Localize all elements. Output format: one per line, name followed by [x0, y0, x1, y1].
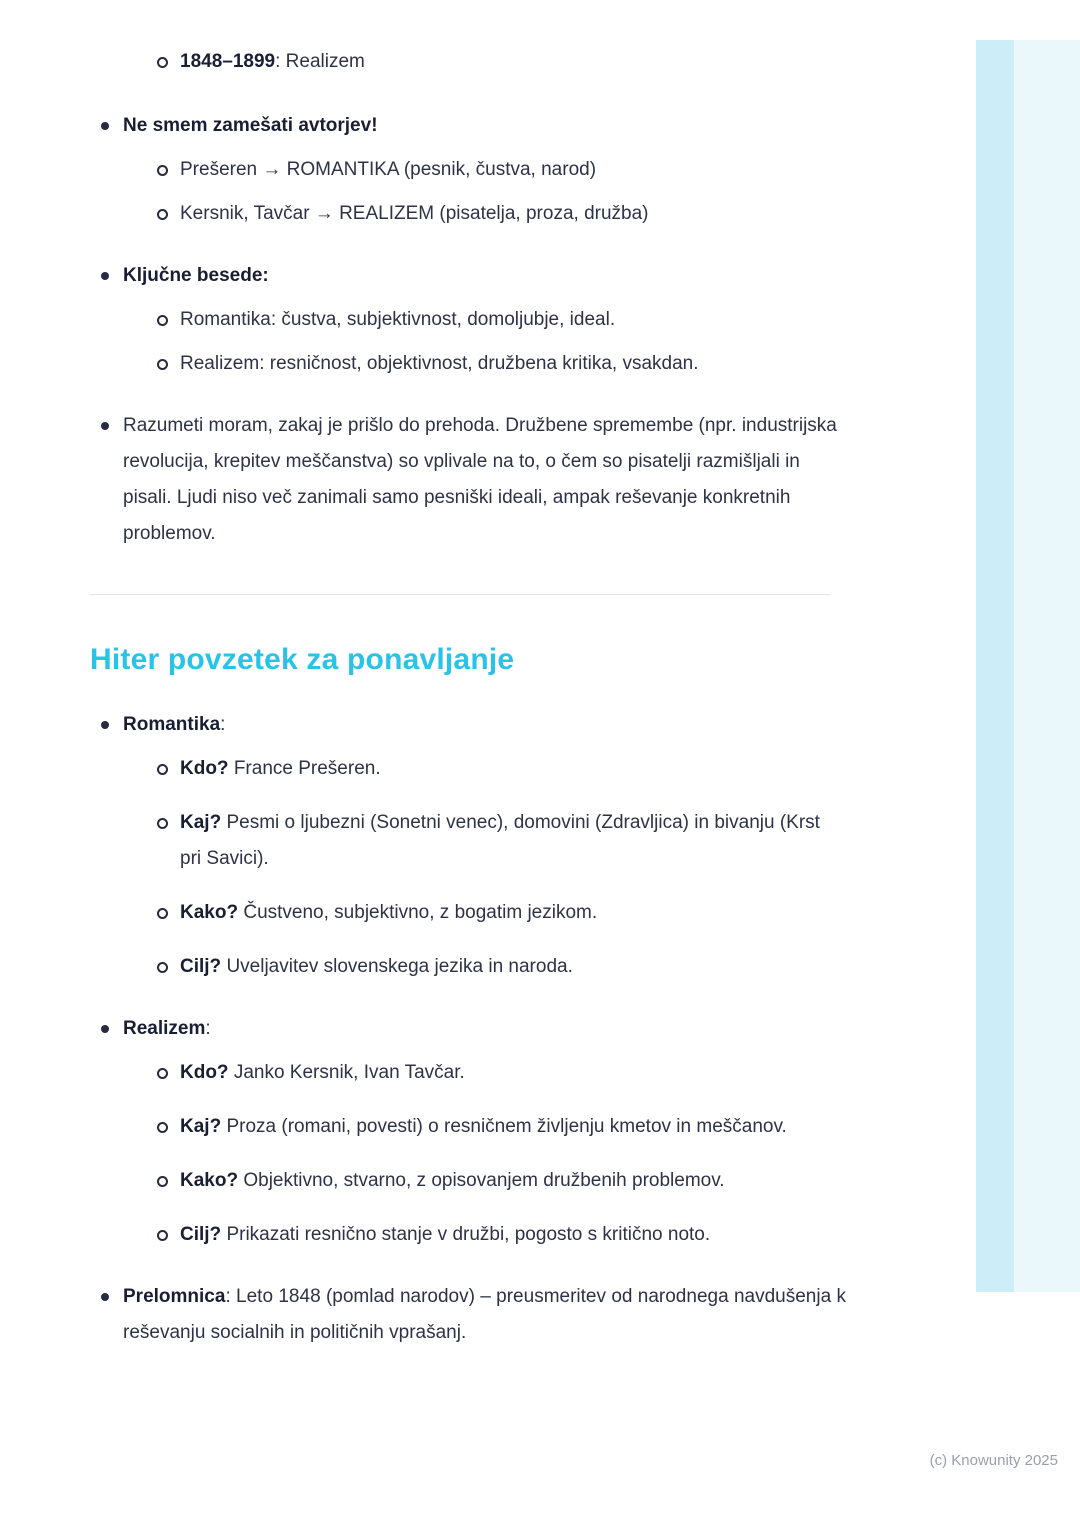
- list-item: [157, 152, 846, 188]
- item-text: Razumeti moram, zakaj je prišlo do prehoda. Družbene spremembe (npr. industrijska revolucija, krepitev meščanstva) so vplivale na to, o čem so pisatelji razmišljali in pisali. Ljudi niso več zanimali samo pesniški ideali, ampak reševanje konkretnih problemov.: [123, 415, 837, 544]
- summary-heading: Hiter povzetek za ponavljanje: [90, 643, 515, 676]
- item-text: Janko Kersnik, Ivan Tavčar.: [228, 1062, 465, 1083]
- list-item: [157, 751, 846, 787]
- item-bold-text: Kako?: [180, 902, 239, 923]
- item-text: :: [220, 714, 226, 735]
- item-bold-text: Kaj?: [180, 812, 222, 833]
- copyright-credit: (c) Knowunity 2025: [929, 1452, 1058, 1469]
- item-bold-text: Kdo?: [180, 1062, 229, 1083]
- list-item: [157, 44, 846, 80]
- list-item: [157, 196, 846, 232]
- item-text: :: [205, 1018, 211, 1039]
- sublist: [123, 152, 846, 232]
- item-text: Pesmi o ljubezni (Sonetni venec), domovini (Zdravljica) in bivanju (Krst pri Savici).: [180, 812, 820, 869]
- item-bold-text: Prelomnica: [123, 1286, 226, 1307]
- item-text: France Prešeren.: [228, 758, 381, 779]
- item-text: : Realizem: [275, 51, 365, 72]
- summary-list: [90, 707, 846, 1351]
- item-text: Objektivno, stvarno, z opisovanjem družbenih problemov.: [238, 1170, 725, 1191]
- list-item: [90, 108, 846, 232]
- list-item: [157, 805, 846, 877]
- item-bold-text: Cilj?: [180, 956, 222, 977]
- item-text: Prikazati resnično stanje v družbi, pogosto s kritično noto.: [221, 1224, 711, 1245]
- item-text: Realizem: resničnost, objektivnost, družbena kritika, vsakdan.: [180, 353, 699, 374]
- item-bold-text: Cilj?: [180, 1224, 222, 1245]
- list-item: [90, 707, 846, 985]
- list-item: [90, 1279, 846, 1351]
- item-bold-text: Ključne besede:: [123, 265, 269, 286]
- item-text: Proza (romani, povesti) o resničnem življenju kmetov in meščanov.: [221, 1116, 787, 1137]
- sublist: [123, 1055, 846, 1253]
- list-item: [157, 1109, 846, 1145]
- list-item: [157, 302, 846, 338]
- list-item: [157, 895, 846, 931]
- item-bold-text: Kaj?: [180, 1116, 222, 1137]
- item-text: Prešeren → ROMANTIKA (pesnik, čustva, narod): [180, 159, 597, 180]
- item-bold-text: Realizem: [123, 1018, 206, 1039]
- item-bold-text: Romantika: [123, 714, 221, 735]
- list-item: [90, 408, 846, 552]
- item-bold-text: Kako?: [180, 1170, 239, 1191]
- list-item: [90, 258, 846, 382]
- right-accent-stripe: [976, 40, 1014, 1292]
- sublist: [123, 751, 846, 985]
- item-text: Uveljavitev slovenskega jezika in naroda.: [221, 956, 573, 977]
- list-item: [157, 1163, 846, 1199]
- notes-list: [90, 108, 846, 552]
- list-item: [157, 346, 846, 382]
- item-text: Čustveno, subjektivno, z bogatim jezikom.: [238, 902, 598, 923]
- item-bold-text: Kdo?: [180, 758, 229, 779]
- item-text: : Leto 1848 (pomlad narodov) – preusmeritev od narodnega navdušenja k reševanju socialnih in političnih vprašanj.: [123, 1286, 846, 1343]
- item-bold-text: Ne smem zamešati avtorjev!: [123, 115, 378, 136]
- item-bold-text: 1848–1899: [180, 51, 276, 72]
- list-item: [90, 1011, 846, 1253]
- sublist: [123, 302, 846, 382]
- carryover-sublist: [123, 44, 846, 80]
- item-text: Romantika: čustva, subjektivnost, domoljubje, ideal.: [180, 309, 616, 330]
- item-text: Kersnik, Tavčar → REALIZEM (pisatelja, proza, družba): [180, 203, 649, 224]
- list-item: [157, 1217, 846, 1253]
- section-divider: [90, 594, 830, 595]
- list-item: [157, 949, 846, 985]
- list-item: [157, 1055, 846, 1091]
